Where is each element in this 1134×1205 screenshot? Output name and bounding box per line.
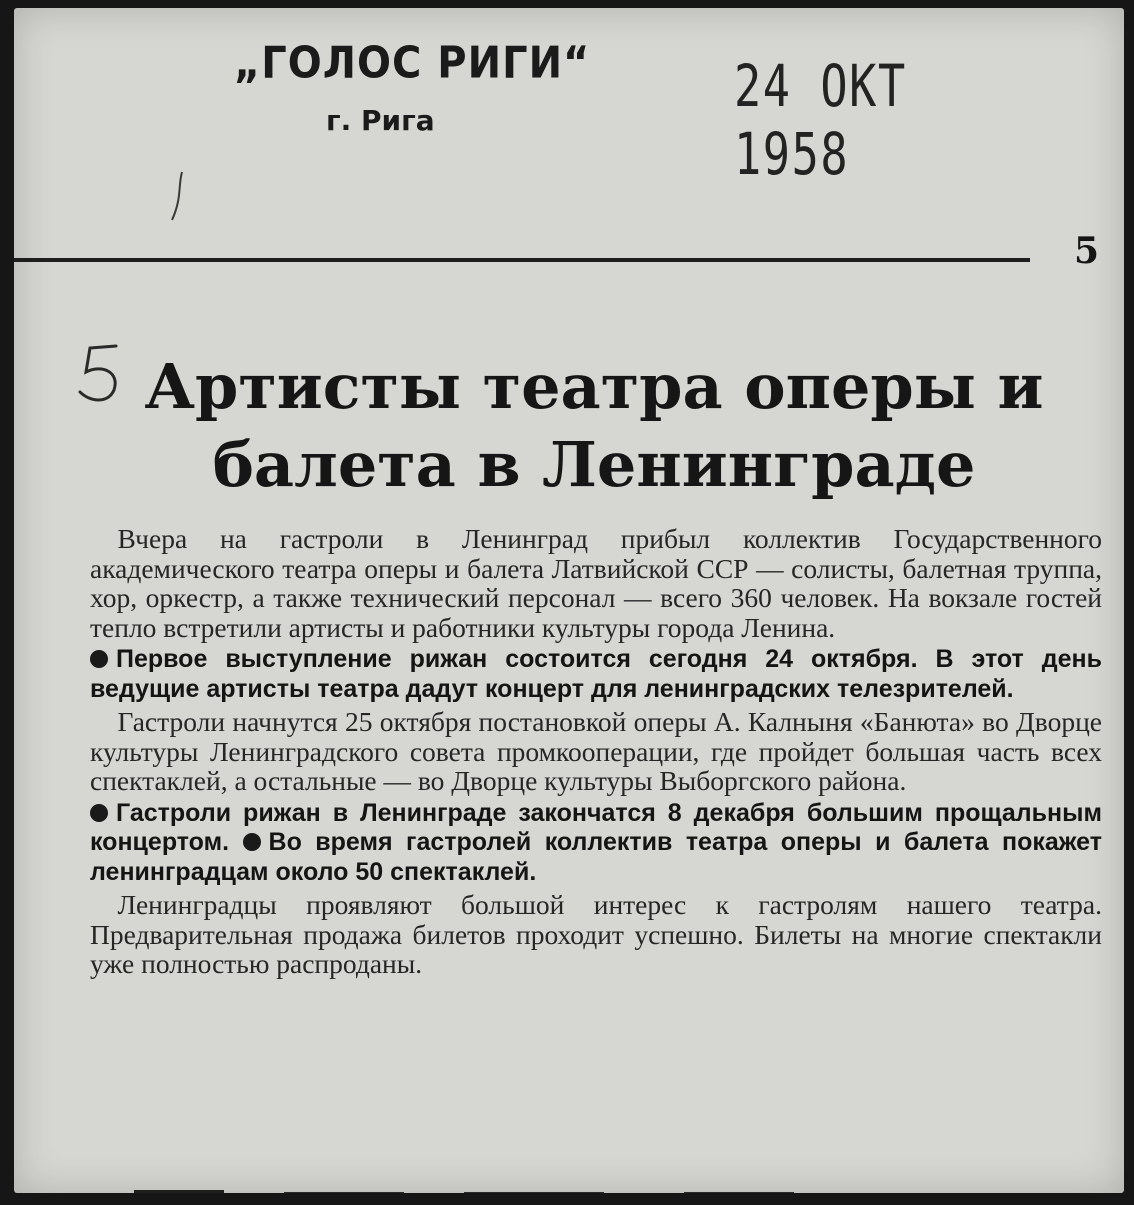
newspaper-clipping bbox=[14, 8, 1124, 1193]
pencil-mark bbox=[164, 168, 194, 228]
bullet-dot-icon bbox=[90, 804, 108, 822]
bullet-dot-icon bbox=[243, 833, 261, 851]
article-bullet-text: Первое выступление рижан состоится сегодня 24 октября. В этот день ведущие артисты театра дадут концерт для ленинградских телезрителей. bbox=[90, 645, 1102, 703]
handwritten-number bbox=[72, 338, 132, 418]
newspaper-city: г. Рига bbox=[326, 104, 435, 137]
article-headline: Артисты театра оперы и балета в Ленинграде bbox=[144, 350, 1044, 501]
cut-off-next-article bbox=[124, 1182, 1024, 1193]
clipping-header bbox=[14, 8, 1124, 258]
date-stamp: 24 ОКТ 1958 bbox=[734, 52, 907, 188]
article-body bbox=[90, 524, 1102, 982]
bullet-dot-icon bbox=[90, 650, 108, 668]
article-bullet-text: Гастроли рижан в Ленинграде закончатся 8 декабря большим прощальным концертом. bbox=[90, 798, 1102, 856]
article-paragraph: Ленинградцы проявляют большой интерес к гастролям нашего театра. Предварительная продажа билетов проходит успешно. Билеты на многие спектакли уже полностью распроданы. bbox=[90, 889, 1102, 979]
article-paragraph: Гастроли начнутся 25 октября постановкой оперы А. Калныня «Банюта» во Дворце культуры Ленинградского совета промкооперации, где пройдет большая часть всех спектаклей, а остальные — во Дворце культуры Выборгского района. bbox=[90, 706, 1102, 796]
article-paragraph bbox=[90, 645, 1102, 704]
page-number: 5 bbox=[1074, 230, 1100, 272]
header-divider-rule bbox=[14, 258, 1030, 262]
article-paragraph bbox=[90, 799, 1102, 888]
article-bullet-text: Во время гастролей коллектив театра оперы и балета покажет ленинградцам около 50 спектаклей. bbox=[90, 828, 1102, 886]
article-paragraph: Вчера на гастроли в Ленинград прибыл коллектив Государственного академического театра оперы и балета Латвийской ССР — солисты, балетная труппа, хор, оркестр, а также технический персонал — всего 360 человек. На вокзале гостей тепло встретили артисты и работники культуры города Ленина. bbox=[90, 523, 1102, 643]
newspaper-title: „ГОЛОС РИГИ“ bbox=[234, 37, 591, 89]
